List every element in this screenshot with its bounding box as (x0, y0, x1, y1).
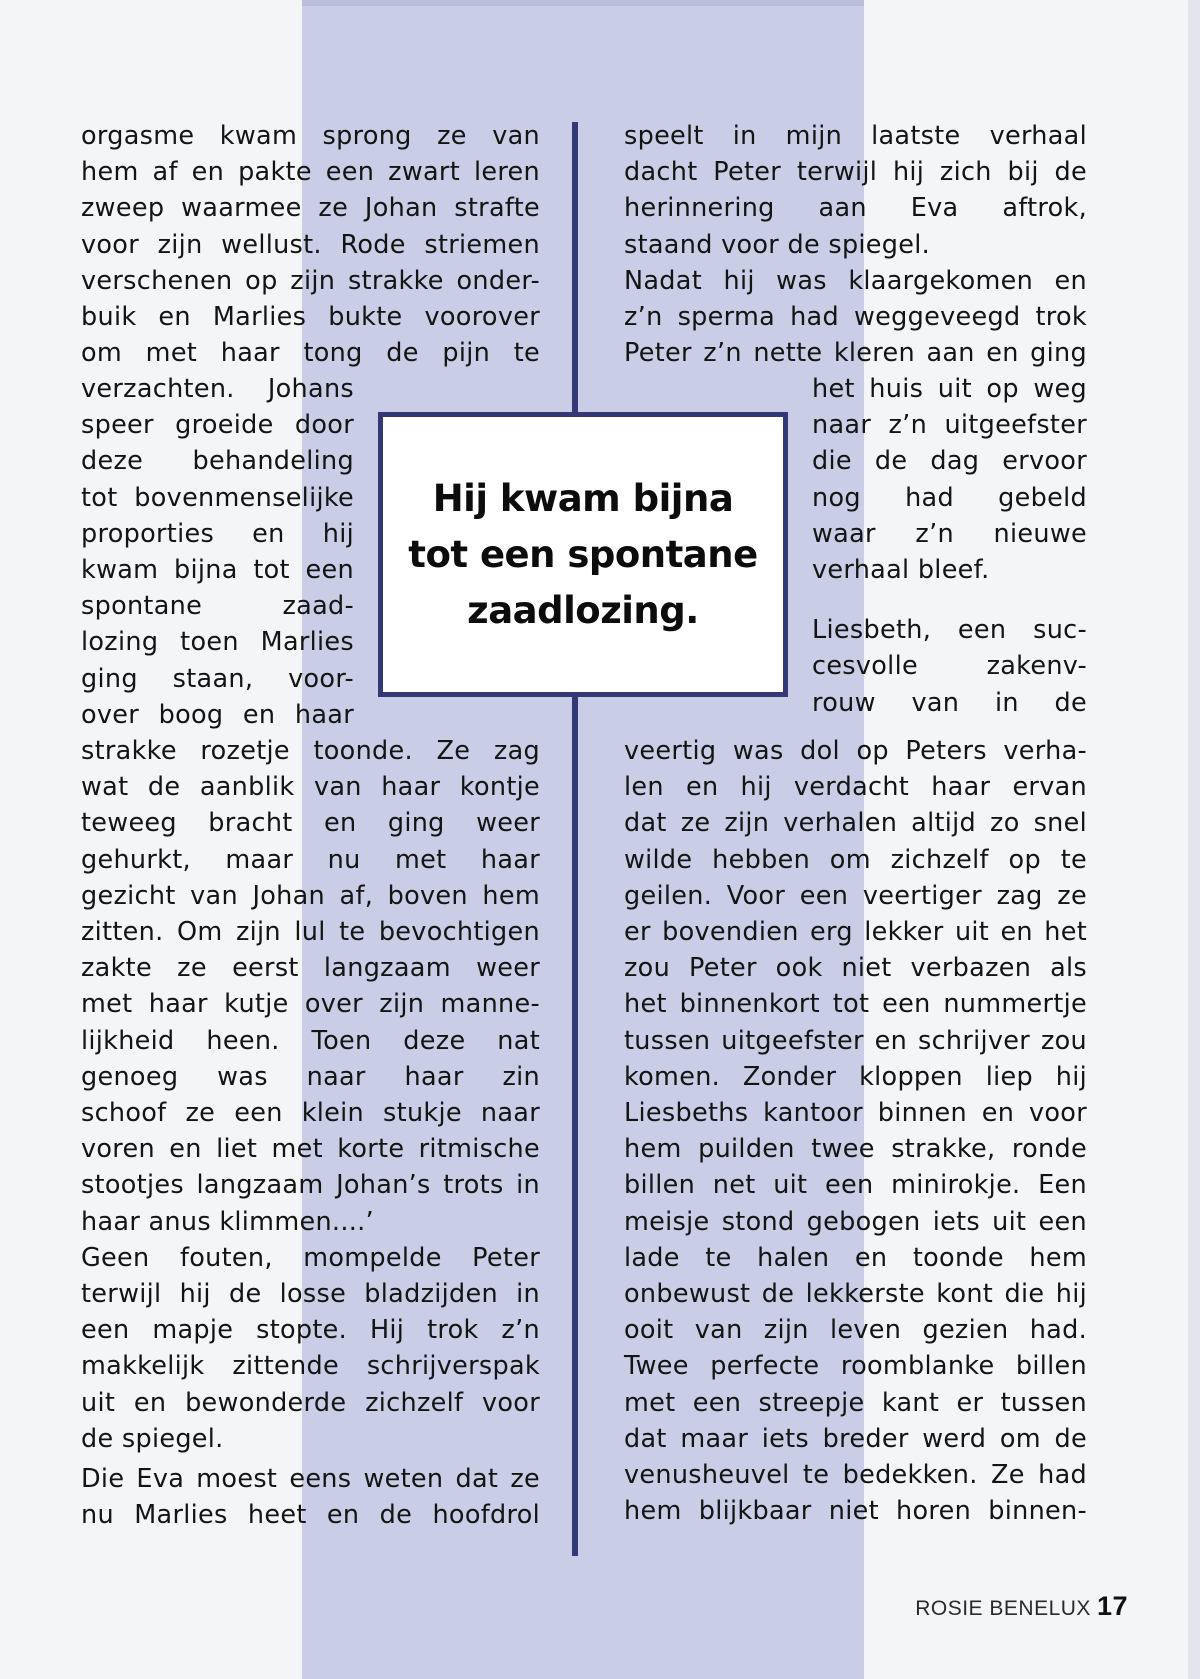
text-line: haar anus klimmen....’ (81, 1206, 374, 1237)
text-line: wat de aanblik van haar kontje (81, 772, 540, 803)
text-line: Geen fouten, mompelde Peter (81, 1242, 540, 1273)
text-line: genoeg was naar haar zin (81, 1061, 540, 1092)
text-line: speelt in mijn laatste verhaal (624, 121, 1087, 151)
text-line: orgasme kwam sprong ze van (81, 121, 540, 151)
text-line: zitten. Om zijn lul te bevochtigen (81, 917, 540, 948)
text-line: verzachten. Johans (81, 374, 354, 404)
text-line: meisje stond gebogen iets uit een (624, 1206, 1087, 1237)
text-line: met een streepje kant er tussen (624, 1387, 1087, 1418)
text-line: lade te halen en toonde hem (624, 1242, 1087, 1273)
text-line: dat ze zijn verhalen altijd zo snel (624, 808, 1087, 839)
text-line: gehurkt, maar nu met haar (81, 844, 540, 875)
text-line: Twee perfecte roomblanke billen (624, 1351, 1087, 1382)
text-line: de spiegel. (81, 1423, 224, 1454)
column-divider-bottom (572, 696, 578, 1556)
text-line: voor zijn wellust. Rode striemen (81, 229, 540, 260)
text-line: buik en Marlies bukte voorover (81, 302, 540, 333)
text-line: uit en bewonderde zichzelf voor (81, 1387, 540, 1418)
text-line: over boog en haar (81, 699, 354, 730)
text-line: lozing toen Marlies (81, 627, 354, 658)
right-column-top (624, 118, 1087, 371)
right-column-bottom (624, 733, 1087, 1529)
text-line: speer groeide door (81, 410, 354, 441)
text-line: verschenen op zijn strakke onder- (81, 265, 540, 296)
text-line: billen net uit een minirokje. Een (624, 1170, 1087, 1201)
text-line: Die Eva moest eens weten dat ze (81, 1464, 540, 1495)
text-line: hem af en pakte een zwart leren (81, 157, 540, 188)
text-line: spontane zaad- (81, 591, 354, 622)
text-line: Liesbeth, een suc- (812, 615, 1087, 646)
text-line: cesvolle zakenv- (812, 651, 1087, 682)
text-line: geilen. Voor een veertiger zag ze (624, 880, 1087, 911)
left-column-top (81, 118, 540, 371)
pull-quote-line-3: zaadlozing. (467, 588, 699, 632)
magazine-name: ROSIE BENELUX (915, 1597, 1091, 1620)
page-number: 17 (1096, 1591, 1128, 1621)
text-line: dat maar iets breder werd om de (624, 1423, 1087, 1454)
page-edge (1188, 0, 1200, 1679)
text-line: proporties en hij (81, 518, 354, 549)
text-line: komen. Zonder kloppen liep hij (624, 1061, 1087, 1092)
text-line: schoof ze een klein stukje naar (81, 1098, 540, 1129)
text-line: het binnenkort tot een nummertje (624, 989, 1087, 1020)
text-line: nog had gebeld (812, 482, 1087, 513)
text-line: zou Peter ook niet verbazen als (624, 953, 1087, 984)
left-column-wrap (81, 371, 354, 733)
text-line: die de dag ervoor (812, 446, 1087, 477)
text-line: Nadat hij was klaargekomen en (624, 265, 1087, 296)
text-line: dacht Peter terwijl hij zich bij de (624, 157, 1087, 188)
text-line: z’n sperma had weggeveegd trok (624, 302, 1087, 333)
text-line: gezicht van Johan af, boven hem (81, 880, 540, 911)
pull-quote-line-1: Hij kwam bijna (432, 476, 734, 520)
pull-quote-box (378, 412, 788, 697)
band-top-edge (302, 0, 864, 6)
left-column-bottom (81, 733, 540, 1533)
text-line: het huis uit op weg (812, 374, 1087, 404)
page-footer (915, 1591, 1128, 1622)
text-line: teweeg bracht en ging weer (81, 808, 540, 839)
text-line: hem puilden twee strakke, ronde (624, 1134, 1087, 1165)
text-line: len en hij verdacht haar ervan (624, 772, 1087, 803)
text-line: zweep waarmee ze Johan strafte (81, 193, 540, 224)
text-line: kwam bijna tot een (81, 555, 354, 586)
text-line: ooit van zijn leven gezien had. (624, 1315, 1087, 1346)
text-line: staand voor de spiegel. (624, 229, 931, 260)
text-line: waar z’n nieuwe (812, 518, 1087, 549)
text-line: onbewust de lekkerste kont die hij (624, 1279, 1087, 1310)
text-line: Liesbeths kantoor binnen en voor (624, 1098, 1087, 1129)
text-line: tot bovenmenselijke (81, 482, 354, 513)
text-line: ging staan, voor- (81, 663, 354, 694)
text-line: om met haar tong de pijn te (81, 338, 540, 369)
text-line: voren en liet met korte ritmische (81, 1134, 540, 1165)
text-line: zakte ze eerst langzaam weer (81, 953, 540, 984)
pull-quote-line-2: tot een spontane (408, 532, 758, 576)
text-line: er bovendien erg lekker uit en het (624, 917, 1087, 948)
text-line: met haar kutje over zijn manne- (81, 989, 540, 1020)
pull-quote (408, 471, 758, 639)
text-line: venusheuvel te bedekken. Ze had (624, 1460, 1087, 1491)
text-line: lijkheid heen. Toen deze nat (81, 1025, 540, 1056)
text-line: deze behandeling (81, 446, 354, 477)
text-line: naar z’n uitgeefster (812, 410, 1087, 441)
text-line: makkelijk zittende schrijverspak (81, 1351, 540, 1382)
text-line: hem blijkbaar niet horen binnen- (624, 1496, 1087, 1527)
text-line: rouw van in de (812, 687, 1087, 718)
column-divider-top (572, 122, 578, 414)
text-line: herinnering aan Eva aftrok, (624, 193, 1087, 224)
text-line: tussen uitgeefster en schrijver zou (624, 1025, 1087, 1056)
text-line: nu Marlies heet en de hoofdrol (81, 1500, 540, 1531)
text-line: verhaal bleef. (812, 555, 990, 586)
text-line: strakke rozetje toonde. Ze zag (81, 736, 540, 766)
text-line: wilde hebben om zichzelf op te (624, 844, 1087, 875)
text-line: een mapje stopte. Hij trok z’n (81, 1315, 540, 1346)
text-line: veertig was dol op Peters verha- (624, 736, 1087, 766)
right-column-wrap (812, 371, 1087, 721)
text-line: Peter z’n nette kleren aan en ging (624, 338, 1087, 369)
text-line: terwijl hij de losse bladzijden in (81, 1279, 540, 1310)
text-line: stootjes langzaam Johan’s trots in (81, 1170, 540, 1201)
